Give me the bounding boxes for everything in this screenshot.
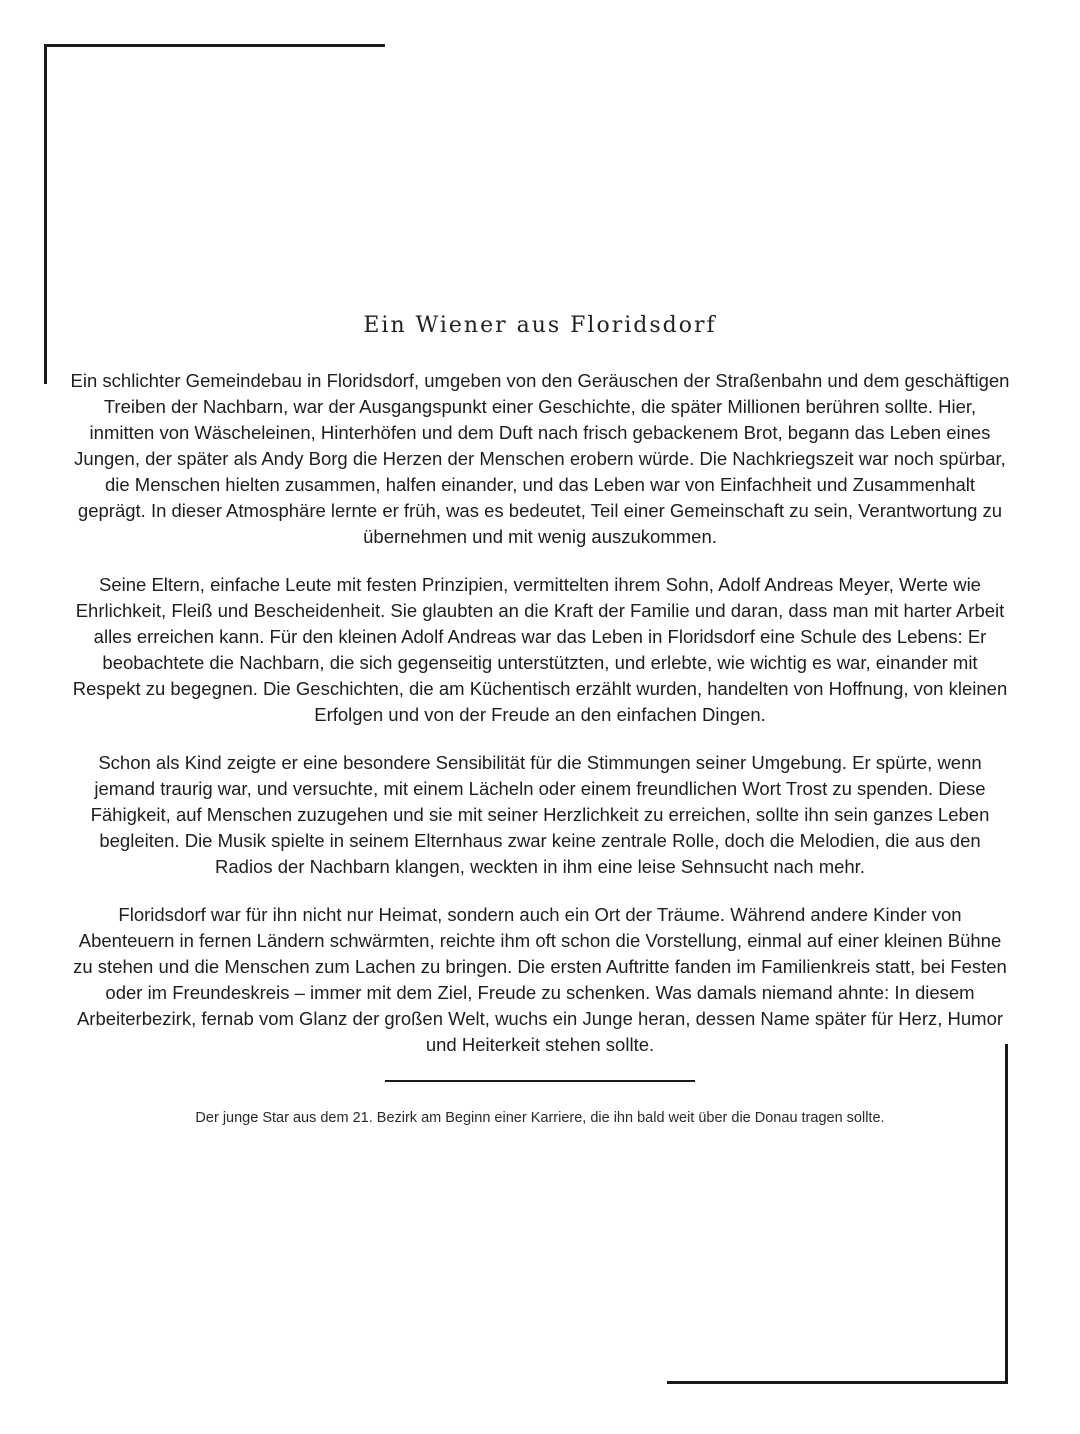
paragraph-1: Ein schlichter Gemeindebau in Floridsdorf, umgeben von den Geräuschen der Straßenbahn und dem geschäftigen Treiben der Nachbarn, war der Ausgangspunkt einer Geschichte, die später Millionen berühren sollte. Hier, inmitten von Wäscheleinen, Hinterhöfen und dem Duft nach frisch gebackenem Brot, begann das Leben eines Jungen, der später als Andy Borg die Herzen der Menschen erobern würde. Die Nachkriegszeit war noch spürbar, die Menschen hielten zusammen, halfen einander, und das Leben war von Einfachheit und Zusammenhalt geprägt. In dieser Atmosphäre lernte er früh, was es bedeutet, Teil einer Gemeinschaft zu sein, Verantwortung zu übernehmen und mit wenig auszukommen.: [70, 370, 1010, 547]
page-content: [70, 308, 1010, 1128]
paragraph-2: Seine Eltern, einfache Leute mit festen Prinzipien, vermittelten ihrem Sohn, Adolf Andreas Meyer, Werte wie Ehrlichkeit, Fleiß und Bescheidenheit. Sie glaubten an die Kraft der Familie und daran, dass man mit harter Arbeit alles erreichen kann. Für den kleinen Adolf Andreas war das Leben in Floridsdorf eine Schule des Lebens: Er beobachtete die Nachbarn, die sich gegenseitig unterstützten, und erlebte, wie wichtig es war, einander mit Respekt zu begegnen. Die Geschichten, die am Küchentisch erzählt wurden, handelten von Hoffnung, von kleinen Erfolgen und von der Freude an den einfachen Dingen.: [72, 574, 1008, 725]
caption-divider: [385, 1080, 695, 1082]
paragraph-3: Schon als Kind zeigte er eine besondere Sensibilität für die Stimmungen seiner Umgebung. Er spürte, wenn jemand traurig war, und versuchte, mit einem Lächeln oder einem freundlichen Wort Trost zu spenden. Diese Fähigkeit, auf Menschen zuzugehen und sie mit seiner Herzlichkeit zu erreichen, sollte ihn sein ganzes Leben begleiten. Die Musik spielte in seinem Elternhaus zwar keine zentrale Rolle, doch die Melodien, die aus den Radios der Nachbarn klangen, weckten in ihm eine leise Sehnsucht nach mehr.: [90, 752, 990, 877]
page-title: Ein Wiener aus Floridsdorf: [363, 313, 717, 338]
image-caption: Der junge Star aus dem 21. Bezirk am Beginn einer Karriere, die ihn bald weit über die Donau tragen sollte.: [195, 1110, 885, 1126]
frame-corner-top-left-horizontal: [44, 44, 385, 47]
paragraph-4: Floridsdorf war für ihn nicht nur Heimat, sondern auch ein Ort der Träume. Während andere Kinder von Abenteuern in fernen Ländern schwärmten, reichte ihm oft schon die Vorstellung, einmal auf einer kleinen Bühne zu stehen und die Menschen zum Lachen zu bringen. Die ersten Auftritte fanden im Familienkreis statt, bei Festen oder im Freundeskreis – immer mit dem Ziel, Freude zu schenken. Was damals niemand ahnte: In diesem Arbeiterbezirk, fernab vom Glanz der großen Welt, wuchs ein Junge heran, dessen Name später für Herz, Humor und Heiterkeit stehen sollte.: [73, 904, 1007, 1055]
frame-corner-bottom-right-horizontal: [667, 1381, 1008, 1384]
frame-corner-top-left-vertical: [44, 44, 47, 384]
